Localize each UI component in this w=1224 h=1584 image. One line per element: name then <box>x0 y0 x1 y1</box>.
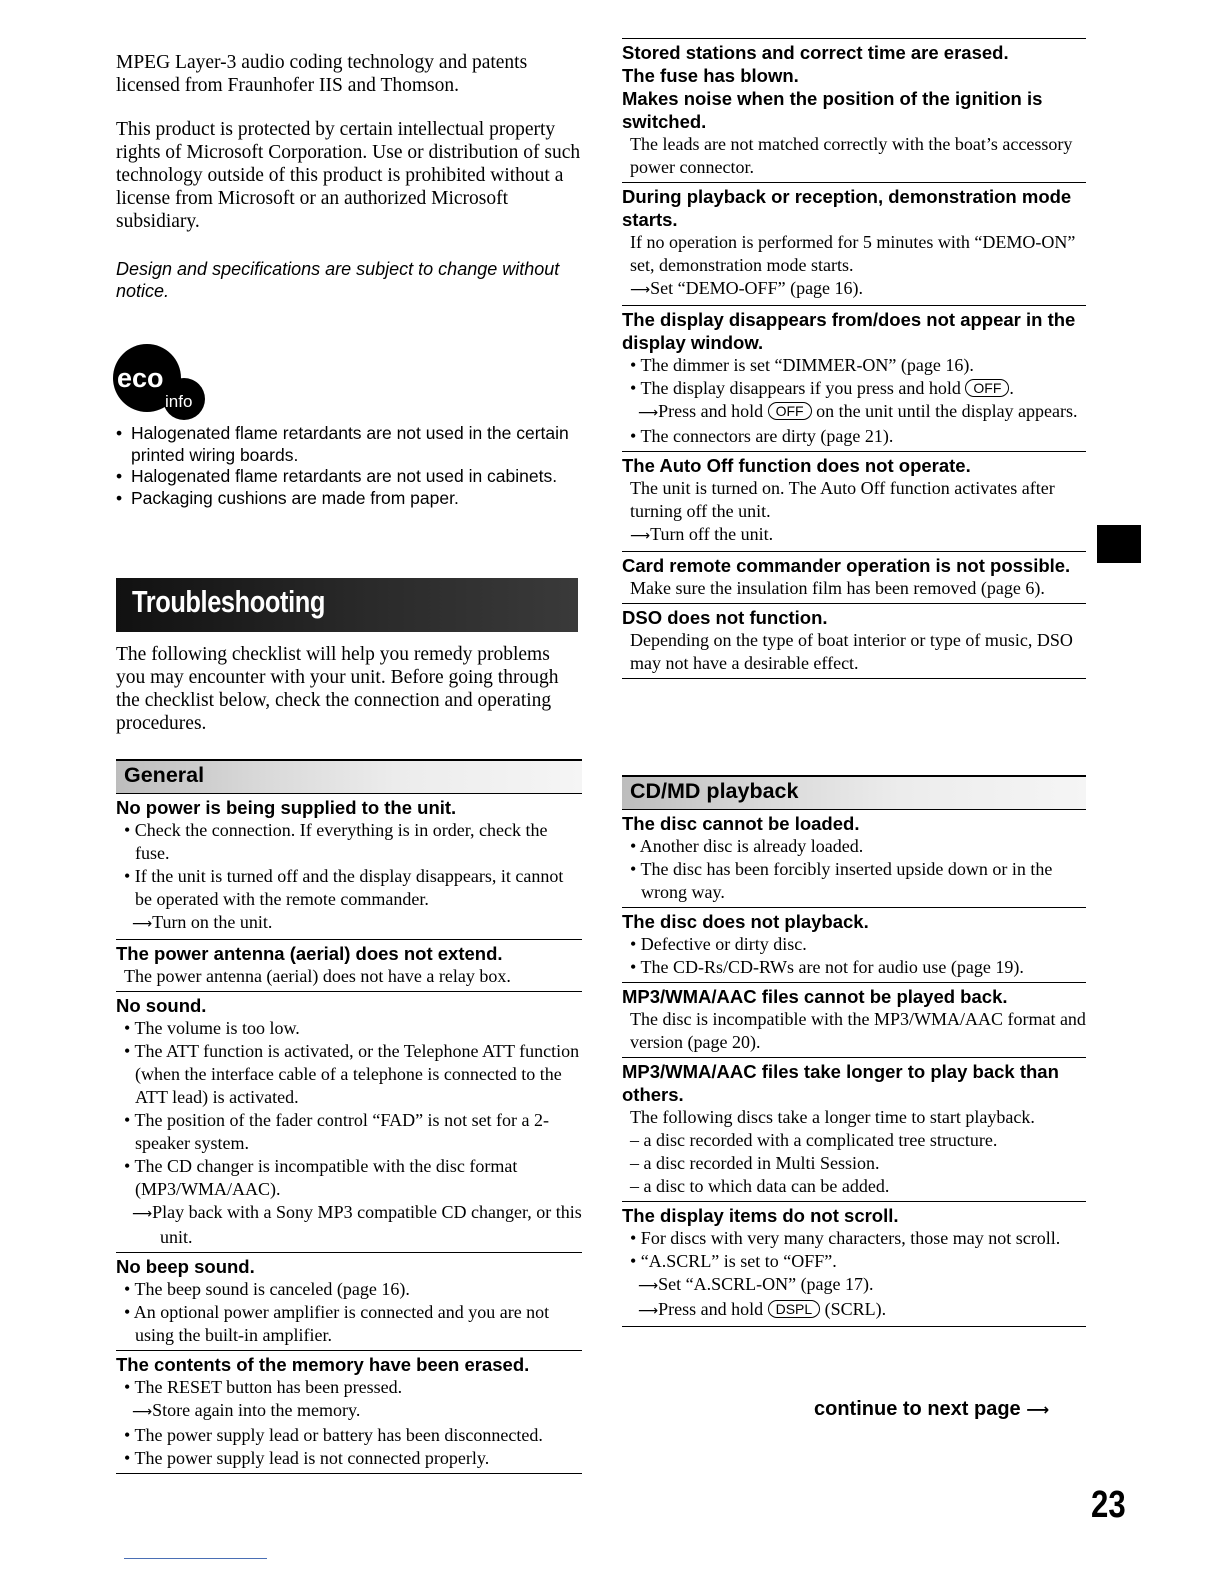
troubleshooting-title: Troubleshooting <box>132 584 325 619</box>
trouble-item-mp3-longer <box>622 1058 1086 1202</box>
arrow-right-icon: ⟶ <box>630 528 651 544</box>
answer: Make sure the insulation film has been removed (page 6). <box>630 578 1045 598</box>
bullet: • The RESET button has been pressed. <box>124 1377 403 1397</box>
answer: The leads are not matched correctly with the boat’s accessory power connector. <box>630 134 1073 177</box>
troubleshooting-banner <box>116 578 578 632</box>
question: The display disappears from/does not appear in the display window. <box>622 309 1076 353</box>
bullet: • The connectors are dirty (page 21). <box>630 426 894 446</box>
arrow-right-icon: ⟶ <box>638 1278 659 1294</box>
bullet: • The power supply lead or battery has been disconnected. <box>124 1425 543 1445</box>
question: During playback or reception, demonstration mode starts. <box>622 186 1072 230</box>
bullet: • The volume is too low. <box>124 1018 300 1038</box>
arrow-right-icon: ⟶ <box>630 282 651 298</box>
question: MP3/WMA/AAC files cannot be played back. <box>622 986 1008 1007</box>
dash-item: – a disc recorded in Multi Session. <box>630 1153 880 1173</box>
trouble-item-card <box>622 552 1086 604</box>
question: The disc cannot be loaded. <box>622 813 860 834</box>
eco-list <box>116 423 582 509</box>
remedy: ⟶Press and hold DSPL (SCRL). <box>638 1299 887 1319</box>
bullet: • The CD changer is incompatible with the disc format (MP3/WMA/AAC). <box>124 1156 518 1199</box>
trouble-item-not-loaded <box>622 810 1086 908</box>
bullet: • The ATT function is activated, or the Telephone ATT function (when the interface cable of a telephone is connected to the ATT lead) is activated. <box>124 1041 580 1107</box>
question: The disc does not playback. <box>622 911 869 932</box>
question: Stored stations and correct time are erased. <box>622 42 1009 63</box>
eco-logo-bottom: info <box>165 392 193 411</box>
question: Card remote commander operation is not possible. <box>622 555 1071 576</box>
question: The power antenna (aerial) does not extend. <box>116 943 503 964</box>
intro-microsoft: This product is protected by certain intellectual property rights of Microsoft Corporation. Use or distribution of such technology outside of this product is prohibited without a license from Microsoft or an authorized Microsoft subsidiary. <box>116 119 581 232</box>
question: MP3/WMA/AAC files take longer to play back than others. <box>622 1061 1059 1105</box>
question: No beep sound. <box>116 1256 255 1277</box>
cdmd-title: CD/MD playback <box>630 779 799 803</box>
trouble-item-no-sound <box>116 992 582 1253</box>
eco-info-icon <box>113 340 207 420</box>
continue-to-next-page: continue to next page ⟶ <box>814 1398 1050 1420</box>
arrow-right-icon: ⟶ <box>1026 1400 1050 1419</box>
trouble-item-dso <box>622 604 1086 679</box>
general-continued <box>622 38 1086 679</box>
question: The contents of the memory have been erased. <box>116 1354 530 1375</box>
design-notice: Design and specifications are subject to change without notice. <box>116 259 560 301</box>
general-header <box>116 759 582 794</box>
remedy: ⟶Turn on the unit. <box>132 912 273 932</box>
remedy: ⟶Store again into the memory. <box>132 1400 361 1420</box>
page-number: 23 <box>1091 1484 1126 1526</box>
bullet: • An optional power amplifier is connected and you are not using the built-in amplifier. <box>124 1302 550 1345</box>
bullet: • The CD-Rs/CD-RWs are not for audio use (page 19). <box>630 957 1024 977</box>
question: The display items do not scroll. <box>622 1205 899 1226</box>
answer: Depending on the type of boat interior or type of music, DSO may not have a desirable effect. <box>630 630 1073 673</box>
eco-item: • Halogenated flame retardants are not used in cabinets. <box>116 466 582 488</box>
bullet: • The beep sound is canceled (page 16). <box>124 1279 410 1299</box>
trouble-item-antenna <box>116 940 582 992</box>
cdmd-section <box>622 775 1086 1327</box>
trouble-item-display <box>622 306 1086 452</box>
eco-item: • Halogenated flame retardants are not used in the certain printed wiring boards. <box>116 423 582 466</box>
question: The fuse has blown. <box>622 65 799 86</box>
eco-logo-top: eco <box>117 363 164 393</box>
general-section <box>116 759 582 1474</box>
bullet: • Defective or dirty disc. <box>630 934 807 954</box>
intro-mpeg: MPEG Layer-3 audio coding technology and patents licensed from Fraunhofer IIS and Thomson. <box>116 52 528 96</box>
arrow-right-icon: ⟶ <box>638 1303 659 1319</box>
remedy: ⟶Turn off the unit. <box>630 524 774 544</box>
footnote-rule <box>124 1558 267 1559</box>
trouble-item-demo <box>622 183 1086 306</box>
bullet: • The dimmer is set “DIMMER-ON” (page 16). <box>630 355 974 375</box>
trouble-item-memory <box>116 1351 582 1474</box>
bullet: • The display disappears if you press and hold OFF . <box>630 378 1014 398</box>
question: DSO does not function. <box>622 607 828 628</box>
arrow-right-icon: ⟶ <box>132 1206 153 1222</box>
question: No power is being supplied to the unit. <box>116 797 457 818</box>
trouble-item-scroll <box>622 1202 1086 1327</box>
bullet: • The power supply lead is not connected properly. <box>124 1448 490 1468</box>
question: Makes noise when the position of the ignition is switched. <box>622 88 1043 132</box>
answer: The power antenna (aerial) does not have a relay box. <box>124 966 511 986</box>
section-tab-marker <box>1097 525 1141 563</box>
remedy: ⟶Play back with a Sony MP3 compatible CD changer, or this unit. <box>132 1202 582 1247</box>
cdmd-header <box>622 775 1086 810</box>
dash-item: – a disc recorded with a complicated tree structure. <box>630 1130 998 1150</box>
remedy: ⟶Press and hold OFF on the unit until the display appears. <box>638 401 1078 421</box>
arrow-right-icon: ⟶ <box>132 916 153 932</box>
bullet: • The disc has been forcibly inserted upside down or in the wrong way. <box>630 859 1053 902</box>
answer: The unit is turned on. The Auto Off function activates after turning off the unit. <box>630 478 1055 521</box>
answer: The following discs take a longer time to start playback. <box>630 1107 1035 1127</box>
question: The Auto Off function does not operate. <box>622 455 971 476</box>
eco-item: • Packaging cushions are made from paper. <box>116 488 582 510</box>
dspl-key-icon: DSPL <box>768 1300 821 1318</box>
remedy: ⟶Set “DEMO-OFF” (page 16). <box>630 278 864 298</box>
general-title: General <box>124 763 205 787</box>
trouble-item-auto-off <box>622 452 1086 552</box>
off-key-icon: OFF <box>965 379 1009 397</box>
question: No sound. <box>116 995 207 1016</box>
bullet: • Another disc is already loaded. <box>630 836 864 856</box>
trouble-item-no-power <box>116 794 582 940</box>
troubleshooting-intro: The following checklist will help you remedy problems you may encounter with your unit. Before going through the checklist below, check the connection and operating procedures. <box>116 644 559 734</box>
remedy: ⟶Set “A.SCRL-ON” (page 17). <box>638 1274 874 1294</box>
bullet: • If the unit is turned off and the display disappears, it cannot be operated with the remote commander. <box>124 866 564 909</box>
arrow-right-icon: ⟶ <box>638 405 659 421</box>
bullet: • The position of the fader control “FAD” is not set for a 2-speaker system. <box>124 1110 550 1153</box>
arrow-right-icon: ⟶ <box>132 1404 153 1420</box>
trouble-item-mp3-cannot <box>622 983 1086 1058</box>
trouble-item-no-beep <box>116 1253 582 1351</box>
trouble-item-stored <box>622 38 1086 183</box>
answer: The disc is incompatible with the MP3/WMA/AAC format and version (page 20). <box>630 1009 1086 1052</box>
trouble-item-not-playback <box>622 908 1086 983</box>
answer: If no operation is performed for 5 minutes with “DEMO-ON” set, demonstration mode starts. <box>630 232 1076 275</box>
dash-item: – a disc to which data can be added. <box>630 1176 890 1196</box>
bullet: • “A.SCRL” is set to “OFF”. <box>630 1251 837 1271</box>
off-key-icon: OFF <box>768 402 812 420</box>
bullet: • For discs with very many characters, those may not scroll. <box>630 1228 1061 1248</box>
bullet: • Check the connection. If everything is in order, check the fuse. <box>124 820 548 863</box>
